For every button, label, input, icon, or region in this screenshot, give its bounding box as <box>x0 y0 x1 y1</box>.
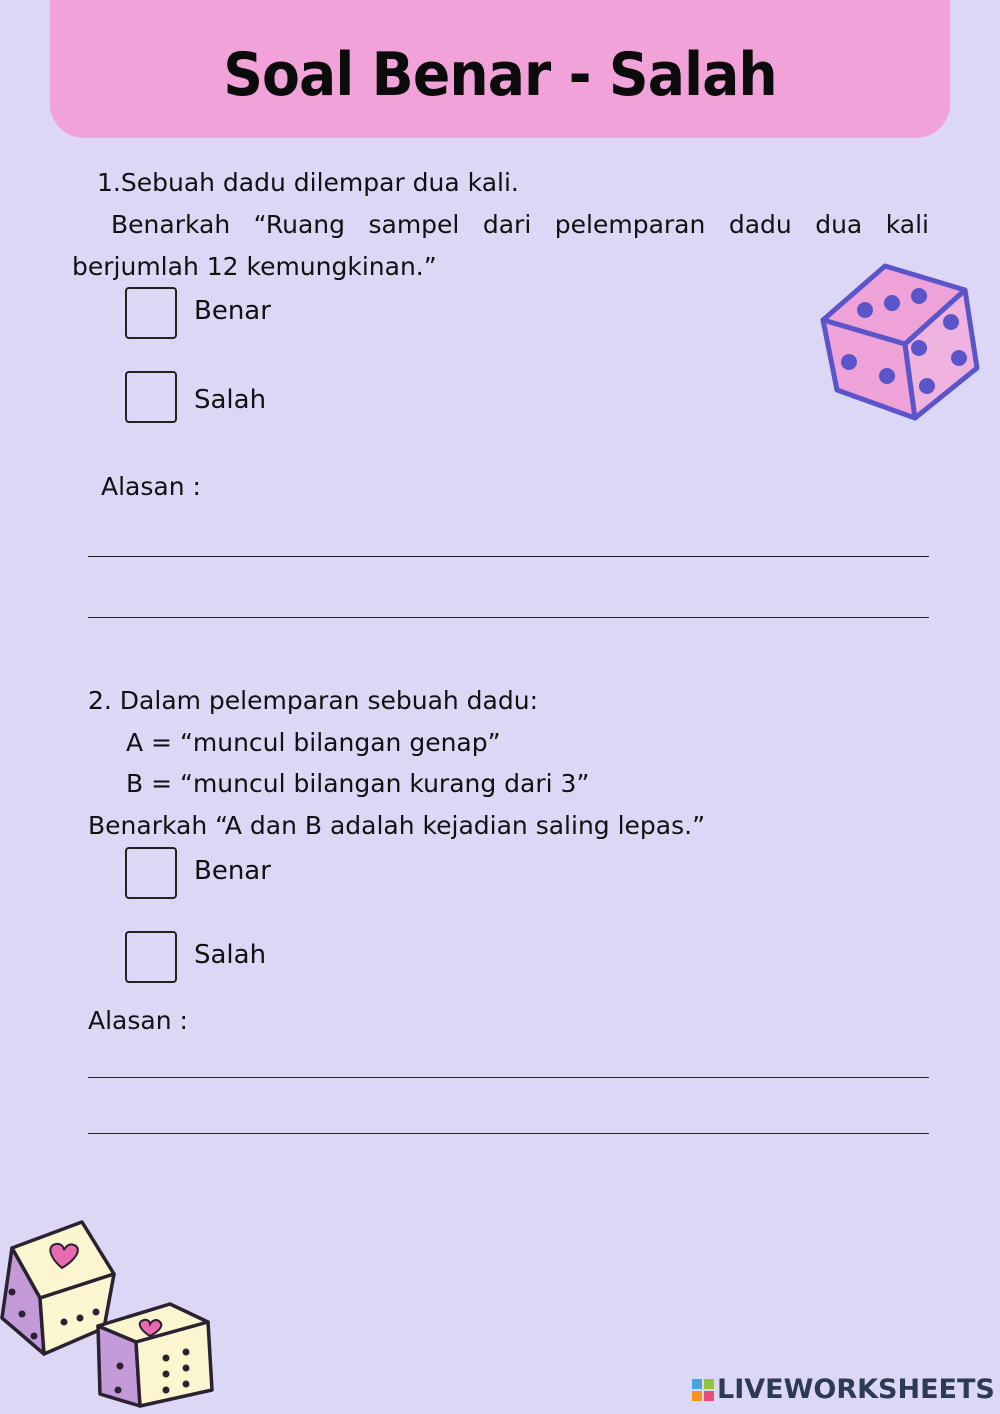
title-banner <box>50 0 950 138</box>
q2-salah-checkbox[interactable] <box>125 931 177 983</box>
q1-answer-line-2[interactable] <box>88 617 929 618</box>
q2-reason-label: Alasan : <box>88 1006 188 1035</box>
q1-answer-line-1[interactable] <box>88 556 929 557</box>
brand-name: LIVEWORKSHEETS <box>717 1374 995 1405</box>
q2-answer-line-1[interactable] <box>88 1077 929 1078</box>
q2-event-a: A = “muncul bilangan genap” <box>126 728 501 757</box>
heart-dice-icon <box>0 1218 215 1414</box>
liveworksheets-logo-icon <box>692 1379 714 1401</box>
q1-intro: 1.Sebuah dadu dilempar dua kali. <box>97 168 519 197</box>
q1-salah-checkbox[interactable] <box>125 371 177 423</box>
liveworksheets-logo <box>692 1374 995 1405</box>
q1-salah-label: Salah <box>194 385 267 415</box>
q2-event-b: B = “muncul bilangan kurang dari 3” <box>126 769 590 798</box>
q2-intro: 2. Dalam pelemparan sebuah dadu: <box>88 686 538 715</box>
q2-benar-checkbox[interactable] <box>125 847 177 899</box>
dice-icon <box>815 258 985 428</box>
q1-statement: Benarkah “Ruang sampel dari pelemparan dadu dua kali berjumlah 12 kemungkinan.” <box>72 210 929 281</box>
page-title: Soal Benar - Salah <box>223 40 777 110</box>
q1-reason-label: Alasan : <box>101 472 201 501</box>
q1-benar-label: Benar <box>194 296 271 326</box>
q1-benar-checkbox[interactable] <box>125 287 177 339</box>
q2-answer-line-2[interactable] <box>88 1133 929 1134</box>
q2-statement: Benarkah “A dan B adalah kejadian saling lepas.” <box>88 811 706 840</box>
q2-benar-label: Benar <box>194 856 271 886</box>
q2-salah-label: Salah <box>194 940 267 970</box>
